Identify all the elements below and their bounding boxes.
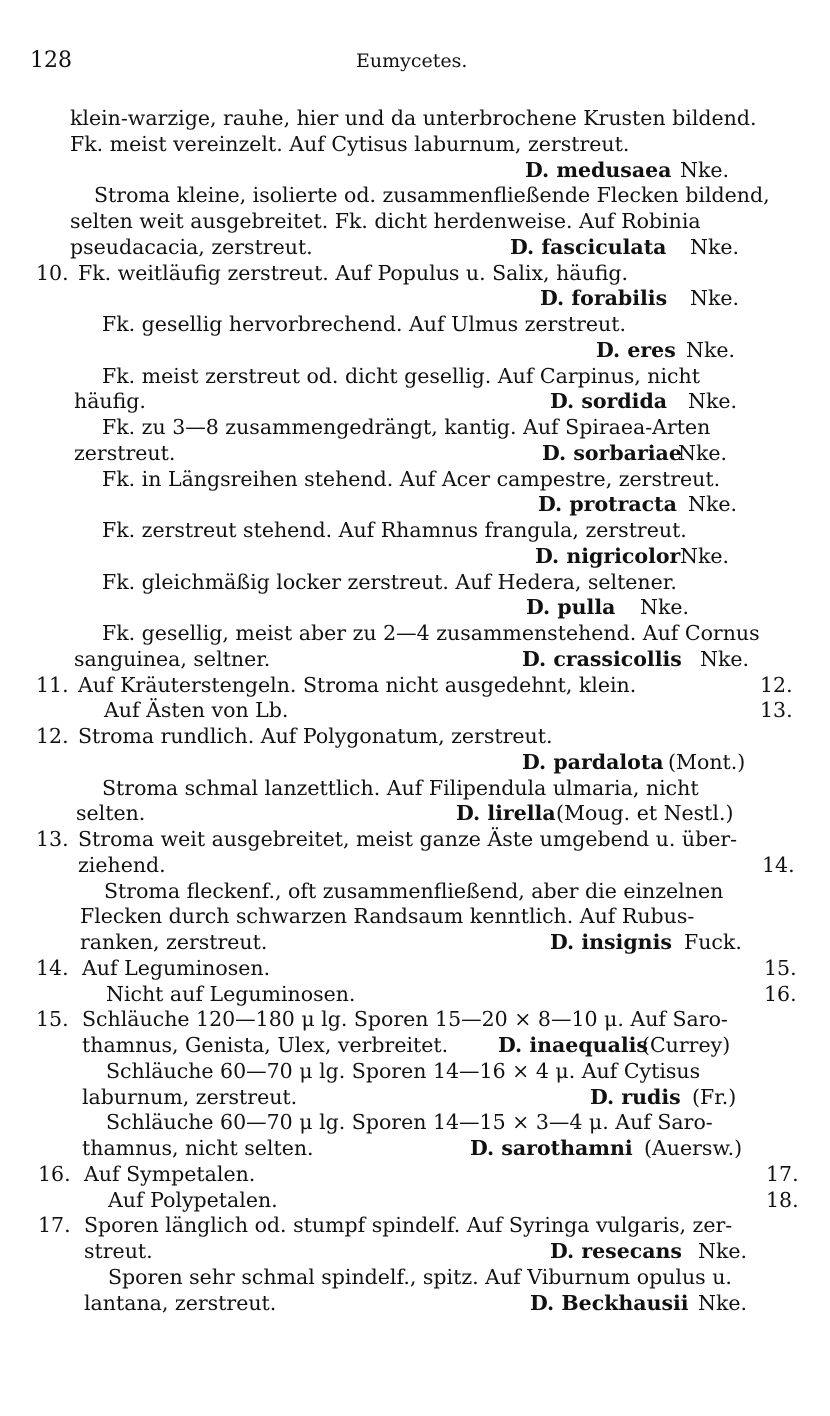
line-text: Auf Polypetalen. xyxy=(108,1187,278,1212)
text-line xyxy=(0,105,830,131)
line-text: Fk. zu 3—8 zusammengedrängt, kantig. Auf Spiraea-Arten xyxy=(102,415,711,439)
text-line xyxy=(0,1135,830,1161)
page-number: 128 xyxy=(30,48,72,73)
text-line xyxy=(0,594,830,620)
species-name: D. inaequalis xyxy=(498,1033,648,1057)
species-name: D. resecans xyxy=(550,1239,682,1263)
author-citation: Auf Leguminosen. xyxy=(82,955,271,980)
couplet-number: 16. xyxy=(38,1161,71,1186)
line-text: Fk. meist zerstreut od. dicht gesellig. Auf Carpinus, nicht xyxy=(102,363,700,388)
author-citation: Nke. xyxy=(700,646,750,671)
line-text: Fk. gesellig, meist aber zu 2—4 zusammenstehend. Auf Cornus xyxy=(102,621,760,645)
species-name: D. crassicollis xyxy=(522,646,682,671)
author-citation: Auf Sympetalen. xyxy=(84,1161,256,1186)
couplet-reference: 18. xyxy=(766,1187,799,1212)
author-citation: Nke. xyxy=(680,543,730,568)
text-line xyxy=(0,543,830,569)
text-line xyxy=(0,672,830,698)
author-citation: (Auersw.) xyxy=(644,1136,743,1160)
text-line xyxy=(0,1161,830,1187)
text-line xyxy=(0,414,830,440)
species-name: D. fasciculata xyxy=(510,234,667,259)
couplet-number: 13. xyxy=(36,827,69,851)
text-line xyxy=(0,826,830,852)
species-name: D. pardalota xyxy=(522,749,664,774)
species-name: D. sorbariae xyxy=(542,440,682,465)
text-line xyxy=(0,929,830,955)
author-citation: Nke. xyxy=(688,389,738,414)
author-citation: Sporen länglich od. stumpf spindelf. Auf Syringa vulgaris, zer- xyxy=(84,1213,733,1238)
text-line xyxy=(0,440,830,466)
text-line xyxy=(0,131,830,157)
text-line xyxy=(0,491,830,517)
line-text: streut. xyxy=(84,1239,153,1263)
text-line xyxy=(0,1006,830,1032)
author-citation: Nke. xyxy=(678,440,728,465)
couplet-reference: 17. xyxy=(766,1161,799,1186)
couplet-reference: 14. xyxy=(762,852,795,877)
line-text: Schläuche 60—70 μ lg. Sporen 14—16 × 4 μ. Auf Cytisus xyxy=(106,1058,701,1083)
author-citation: Nke. xyxy=(686,337,736,362)
line-text: Fk. in Längsreihen stehend. Auf Acer campestre, zerstreut. xyxy=(102,466,721,491)
text-line xyxy=(0,852,830,878)
text-line xyxy=(0,1290,830,1316)
text-line xyxy=(0,285,830,311)
line-text: selten. xyxy=(76,801,146,826)
text-line xyxy=(0,311,830,337)
line-text: Fk. meist vereinzelt. Auf Cytisus laburnum, zerstreut. xyxy=(70,131,630,156)
line-text: thamnus, Genista, Ulex, verbreitet. xyxy=(82,1033,449,1057)
text-line xyxy=(0,1032,830,1058)
couplet-reference: 12. xyxy=(760,672,793,697)
author-citation: Fk. weitläufig zerstreut. Auf Populus u. Salix, häufig. xyxy=(78,260,629,285)
line-text: ranken, zerstreut. xyxy=(80,930,268,954)
text-line xyxy=(0,1084,830,1110)
author-citation: Nke. xyxy=(688,492,738,517)
text-line xyxy=(0,260,830,286)
text-line xyxy=(0,466,830,492)
text-line xyxy=(0,337,830,363)
line-text: pseudacacia, zerstreut. xyxy=(70,234,313,259)
line-text: Auf Ästen von Lb. xyxy=(104,698,289,723)
author-citation: (Currey) xyxy=(642,1033,731,1057)
text-line xyxy=(0,208,830,234)
species-name: D. insignis xyxy=(550,930,672,954)
line-text: Flecken durch schwarzen Randsaum kenntlich. Auf Rubus- xyxy=(80,904,695,929)
text-line xyxy=(0,234,830,260)
text-line xyxy=(0,1264,830,1290)
couplet-reference: 13. xyxy=(760,698,793,723)
couplet-reference: 16. xyxy=(764,981,797,1006)
species-name: D. Beckhausii xyxy=(530,1290,689,1315)
text-line xyxy=(0,569,830,595)
author-citation: (Fr.) xyxy=(692,1084,737,1109)
line-text: Fk. gesellig hervorbrechend. Auf Ulmus zerstreut. xyxy=(102,312,626,336)
line-text: thamnus, nicht selten. xyxy=(82,1136,314,1160)
couplet-number: 15. xyxy=(36,1007,69,1032)
couplet-number: 14. xyxy=(36,955,69,980)
text-line xyxy=(0,1212,830,1238)
author-citation: Nke. xyxy=(690,286,740,311)
line-text: lantana, zerstreut. xyxy=(84,1290,277,1315)
author-citation: Stroma rundlich. Auf Polygonatum, zerstreut. xyxy=(78,724,553,748)
line-text: Fk. gleichmäßig locker zerstreut. Auf Hedera, seltener. xyxy=(102,569,677,594)
author-citation: Nke. xyxy=(698,1290,748,1315)
author-citation: Nke. xyxy=(690,234,740,259)
species-name: D. sarothamni xyxy=(470,1136,633,1160)
species-name: D. protracta xyxy=(538,492,677,517)
line-text: Nicht auf Leguminosen. xyxy=(106,981,356,1006)
species-name: D. rudis xyxy=(590,1084,681,1109)
couplet-reference: 15. xyxy=(764,955,797,980)
couplet-number: 17. xyxy=(38,1213,71,1238)
species-name: D. forabilis xyxy=(540,286,668,311)
line-text: Stroma schmal lanzettlich. Auf Filipendula ulmaria, nicht xyxy=(102,775,699,800)
species-name: D. nigricolor xyxy=(535,543,681,568)
line-text: ziehend. xyxy=(78,852,166,877)
text-line xyxy=(0,697,830,723)
author-citation: Nke. xyxy=(680,157,730,182)
line-text: häufig. xyxy=(74,389,146,414)
text-line xyxy=(0,646,830,672)
text-line xyxy=(0,363,830,389)
species-name: D. eres xyxy=(596,337,676,362)
species-name: D. lirella xyxy=(456,801,556,826)
text-line xyxy=(0,1187,830,1213)
text-line xyxy=(0,1109,830,1135)
running-title: Eumycetes. xyxy=(356,50,468,72)
text-line xyxy=(0,775,830,801)
text-line xyxy=(0,903,830,929)
line-text: Fk. zerstreut stehend. Auf Rhamnus frangula, zerstreut. xyxy=(102,518,687,542)
author-citation: Nke. xyxy=(698,1239,748,1263)
author-citation: Nke. xyxy=(640,595,690,620)
species-name: D. sordida xyxy=(550,389,668,414)
line-text: Stroma fleckenf., oft zusammenfließend, aber die einzelnen xyxy=(104,878,724,903)
text-line xyxy=(0,182,830,208)
couplet-number: 11. xyxy=(36,672,69,697)
line-text: Schläuche 60—70 μ lg. Sporen 14—15 × 3—4 μ. Auf Saro- xyxy=(106,1110,713,1135)
author-citation: Schläuche 120—180 μ lg. Sporen 15—20 × 8—10 μ. Auf Saro- xyxy=(82,1007,728,1032)
line-text: sanguinea, seltner. xyxy=(74,646,271,671)
author-citation: Fuck. xyxy=(684,930,742,954)
text-line xyxy=(0,878,830,904)
text-line xyxy=(0,1238,830,1264)
text-line xyxy=(0,749,830,775)
author-citation: (Mont.) xyxy=(668,749,746,774)
line-text: klein-warzige, rauhe, hier und da unterbrochene Krusten bildend. xyxy=(70,106,757,130)
text-line xyxy=(0,620,830,646)
author-citation: Stroma weit ausgebreitet, meist ganze Äste umgebend u. über- xyxy=(78,827,738,851)
author-citation: Auf Kräuterstengeln. Stroma nicht ausgedehnt, klein. xyxy=(78,672,637,697)
line-text: zerstreut. xyxy=(74,440,176,465)
couplet-number: 12. xyxy=(36,724,69,748)
line-text: Stroma kleine, isolierte od. zusammenfließende Flecken bildend, xyxy=(94,183,770,208)
author-citation: (Moug. et Nestl.) xyxy=(556,801,734,826)
text-line xyxy=(0,388,830,414)
text-line xyxy=(0,1058,830,1084)
text-line xyxy=(0,157,830,183)
couplet-number: 10. xyxy=(36,260,69,285)
text-line xyxy=(0,981,830,1007)
text-line xyxy=(0,800,830,826)
line-text: Sporen sehr schmal spindelf., spitz. Auf Viburnum opulus u. xyxy=(108,1264,732,1289)
species-name: D. medusaea xyxy=(525,157,672,182)
line-text: selten weit ausgebreitet. Fk. dicht herdenweise. Auf Robinia xyxy=(70,209,701,233)
text-line xyxy=(0,955,830,981)
line-text: laburnum, zerstreut. xyxy=(82,1084,298,1109)
species-name: D. pulla xyxy=(526,595,616,620)
text-line xyxy=(0,723,830,749)
text-line xyxy=(0,517,830,543)
